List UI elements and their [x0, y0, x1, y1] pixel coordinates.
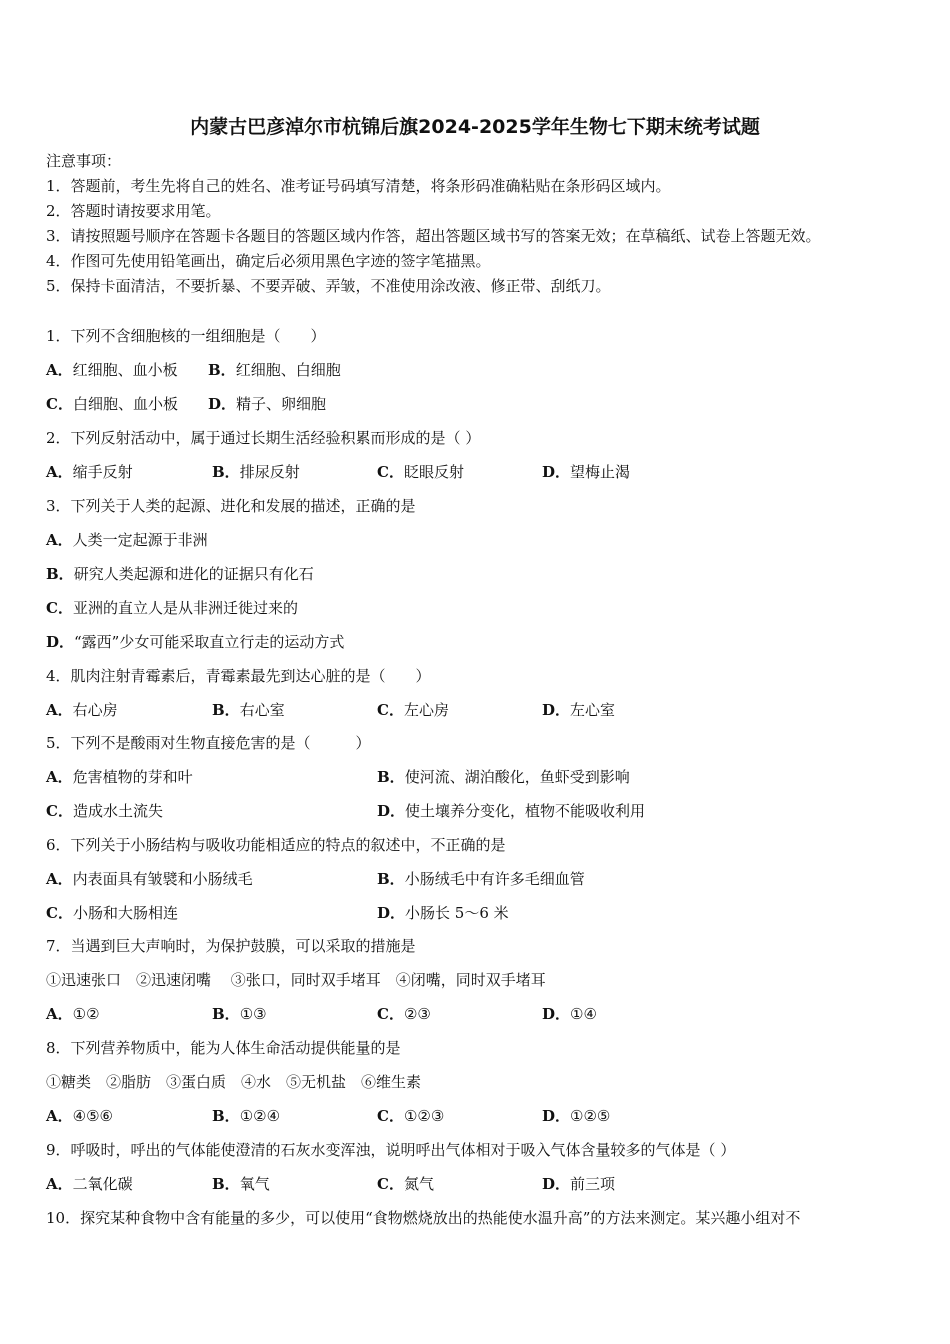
question-7-option-c: C．②③: [377, 1005, 431, 1023]
question-10-stem: 10．探究某种食物中含有能量的多少，可以使用“食物燃烧放出的热能使水温升高”的方法来测定。某兴趣小组对不: [46, 1209, 801, 1227]
question-6-option-c: C．小肠和大肠相连: [46, 904, 178, 922]
notice-item-5: 5．保持卡面清洁，不要折暴、不要弄破、弄皱，不准使用涂改液、修正带、刮纸刀。: [46, 277, 611, 295]
question-5-option-c: C．造成水土流失: [46, 802, 163, 820]
notice-item-2: 2．答题时请按要求用笔。: [46, 202, 221, 220]
question-4-option-c: C．左心房: [377, 701, 449, 719]
question-2-option-a: A．缩手反射: [46, 463, 133, 481]
question-7-statements: ①迅速张口 ②迅速闭嘴 ③张口，同时双手堵耳 ④闭嘴，同时双手堵耳: [46, 971, 546, 989]
question-4-stem: 4．肌肉注射青霉素后，青霉素最先到达心脏的是（ ）: [46, 667, 431, 685]
question-9-option-c: C．氮气: [377, 1175, 434, 1193]
question-8-option-a: A．④⑤⑥: [46, 1107, 113, 1125]
question-2-option-d: D．望梅止渴: [542, 463, 631, 481]
question-9-option-d: D．前三项: [542, 1175, 616, 1193]
question-7-stem: 7．当遇到巨大声响时，为保护鼓膜，可以采取的措施是: [46, 937, 416, 955]
question-3-option-c: C．亚洲的直立人是从非洲迁徙过来的: [46, 599, 298, 617]
question-8-option-d: D．①②⑤: [542, 1107, 611, 1125]
notice-item-4: 4．作图可先使用铅笔画出，确定后必须用黑色字迹的签字笔描黑。: [46, 252, 491, 270]
question-6-option-a: A．内表面具有皱襞和小肠绒毛: [46, 870, 253, 888]
question-7-option-b: B．①③: [212, 1005, 267, 1023]
notice-heading: 注意事项：: [46, 152, 122, 170]
question-3-stem: 3．下列关于人类的起源、进化和发展的描述，正确的是: [46, 497, 416, 515]
question-8-stem: 8．下列营养物质中，能为人体生命活动提供能量的是: [46, 1039, 401, 1057]
question-5-option-d: D．使土壤养分变化，植物不能吸收利用: [377, 802, 646, 820]
question-4-option-d: D．左心室: [542, 701, 616, 719]
question-6-stem: 6．下列关于小肠结构与吸收功能相适应的特点的叙述中，不正确的是: [46, 836, 506, 854]
question-6-option-d: D．小肠长 5～6 米: [377, 904, 509, 922]
question-9-option-a: A．二氧化碳: [46, 1175, 133, 1193]
question-3-option-d: D．“露西”少女可能采取直立行走的运动方式: [46, 633, 345, 651]
question-7-option-a: A．①②: [46, 1005, 100, 1023]
question-1-option-d: D．精子、卵细胞: [208, 395, 327, 413]
page-title: 内蒙古巴彦淖尔市杭锦后旗2024-2025学年生物七下期末统考试题: [190, 116, 760, 138]
question-1-option-c: C．白细胞、血小板: [46, 395, 178, 413]
question-2-option-b: B．排尿反射: [212, 463, 300, 481]
question-4-option-a: A．右心房: [46, 701, 118, 719]
question-7-option-d: D．①④: [542, 1005, 597, 1023]
question-5-stem: 5．下列不是酸雨对生物直接危害的是（ ）: [46, 734, 371, 752]
question-2-option-c: C．眨眼反射: [377, 463, 464, 481]
question-1-option-b: B．红细胞、白细胞: [208, 361, 341, 379]
question-3-option-b: B．研究人类起源和进化的证据只有化石: [46, 565, 314, 583]
question-9-stem: 9．呼吸时，呼出的气体能使澄清的石灰水变浑浊，说明呼出气体相对于吸入气体含量较多的气体是（ ）: [46, 1141, 736, 1159]
question-6-option-b: B．小肠绒毛中有许多毛细血管: [377, 870, 585, 888]
question-4-option-b: B．右心室: [212, 701, 285, 719]
question-1-option-a: A．红细胞、血小板: [46, 361, 178, 379]
question-9-option-b: B．氧气: [212, 1175, 270, 1193]
notice-item-3: 3．请按照题号顺序在答题卡各题目的答题区域内作答，超出答题区域书写的答案无效；在草稿纸、试卷上答题无效。: [46, 227, 821, 245]
question-3-option-a: A．人类一定起源于非洲: [46, 531, 208, 549]
question-2-stem: 2．下列反射活动中，属于通过长期生活经验积累而形成的是（ ）: [46, 429, 481, 447]
question-5-option-b: B．使河流、湖泊酸化，鱼虾受到影响: [377, 768, 630, 786]
question-8-option-c: C．①②③: [377, 1107, 445, 1125]
question-8-statements: ①糖类 ②脂肪 ③蛋白质 ④水 ⑤无机盐 ⑥维生素: [46, 1073, 422, 1091]
question-5-option-a: A．危害植物的芽和叶: [46, 768, 193, 786]
notice-item-1: 1．答题前，考生先将自己的姓名、准考证号码填写清楚，将条形码准确粘贴在条形码区域内。: [46, 177, 671, 195]
question-8-option-b: B．①②④: [212, 1107, 281, 1125]
question-1-stem: 1．下列不含细胞核的一组细胞是（ ）: [46, 327, 326, 345]
